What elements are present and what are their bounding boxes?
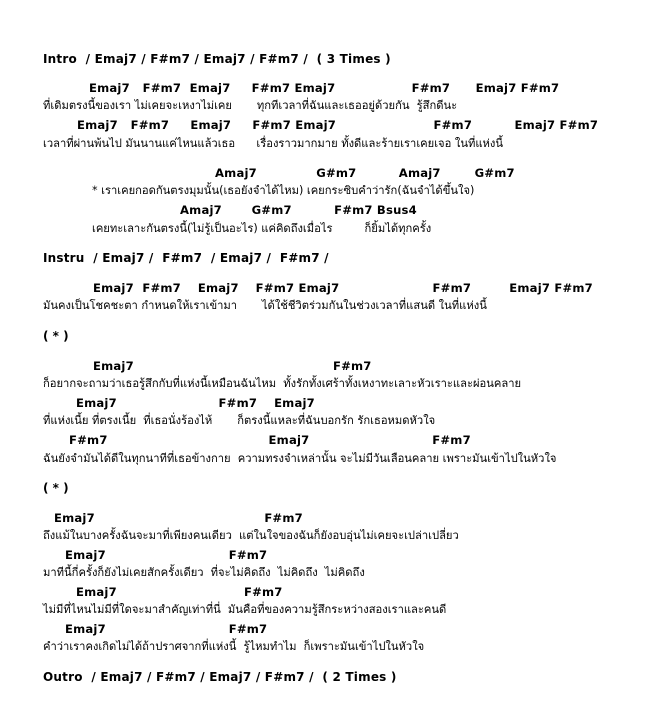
repeat-marker: ( * ) [43, 329, 69, 343]
lyric-line: เคยทะเลาะกันตรงนี้(ไม่รู้เป็นอะไร) แค่คิดถึงเมื่อไร ก็ยิ้มได้ทุกครั้ง [92, 222, 432, 235]
chord-line: Emaj7 F#m7 [93, 359, 372, 373]
chord-line: Emaj7 F#m7 Emaj7 F#m7 Emaj7 F#m7 Emaj7 F#m7 [77, 118, 599, 132]
chord-line: Emaj7 F#m7 Emaj7 F#m7 Emaj7 F#m7 Emaj7 F#m7 [93, 281, 593, 295]
chord-line: Amaj7 G#m7 F#m7 Bsus4 [180, 203, 417, 217]
lyric-line: ไม่มีที่ไหนไม่มีที่ใดจะมาสำคัญเท่าที่นี่ มันคือที่ของความรู้สึกระหว่างสองเราและคนดี [43, 603, 447, 616]
lyric-line: มาทีนี้กี่ครั้งก็ยังไม่เคยสักครั้งเดียว ที่จะไม่คิดถึง ไม่คิดถึง ไม่คิดถึง [43, 566, 365, 579]
lyric-line: ที่แห่งเนี้ย ที่ตรงเนี้ย ที่เธอนั่งร้องไห้ ก็ตรงนี้แหละที่ฉันบอกรัก รักเธอหมดหัวใจ [43, 414, 436, 427]
chord-line: Emaj7 F#m7 [54, 511, 303, 525]
chord-line: Emaj7 F#m7 Emaj7 [76, 396, 315, 410]
lyric-line: ที่เดิมตรงนี้ของเรา ไม่เคยจะเหงาไม่เคย ทุกทีเวลาที่ฉันและเธออยู่ด้วยกัน รู้สึกดีนะ [43, 99, 458, 112]
outro-line: Outro / Emaj7 / F#m7 / Emaj7 / F#m7 / ( 2 Times ) [43, 670, 397, 684]
lyric-line: ก็อยากจะถามว่าเธอรู้สึกกับที่แห่งนี้เหมือนฉันไหม ทั้งรักทั้งเศร้าทั้งเหงาทะเลาะหัวเราะและผ่อนคลาย [43, 377, 522, 390]
instru-line: Instru / Emaj7 / F#m7 / Emaj7 / F#m7 / [43, 251, 329, 265]
chord-line: F#m7 Emaj7 F#m7 [69, 433, 471, 447]
chord-line: Amaj7 G#m7 Amaj7 G#m7 [215, 166, 515, 180]
chord-line: Emaj7 F#m7 [76, 585, 283, 599]
lyric-line: ฉันยังจำมันได้ดีในทุกนาทีที่เธอข้างกาย ความทรงจำเหล่านั้น จะไม่มีวันเลือนคลาย เพราะมันเข้าไปในหัวใจ [43, 452, 557, 465]
chord-line: Emaj7 F#m7 Emaj7 F#m7 Emaj7 F#m7 Emaj7 F#m7 [89, 81, 560, 95]
chord-line: Emaj7 F#m7 [65, 548, 268, 562]
repeat-marker: ( * ) [43, 481, 69, 495]
lyric-line: คำว่าเราคงเกิดไม่ได้ถ้าปราศจากที่แห่งนี้ รู้ไหมทำไม ก็เพราะมันเข้าไปในหัวใจ [43, 640, 425, 653]
lyric-line: ถึงแม้ในบางครั้งฉันจะมาที่เพียงคนเดียว แต่ในใจของฉันก็ยังอบอุ่นไม่เคยจะเปล่าเปลี่ยว [43, 529, 459, 542]
lyric-line: มันคงเป็นโชคชะตา กำหนดให้เราเข้ามา ได้ใช้ชีวิตร่วมกันในช่วงเวลาที่แสนดี ในที่แห่งนี้ [43, 299, 487, 312]
lyric-line: เวลาที่ผ่านพ้นไป มันนานแค่ไหนแล้วเธอ เรื่องราวมากมาย ทั้งดีและร้ายเราเคยเจอ ในที่แห่งนี้ [43, 137, 504, 150]
lyric-line: * เราเคยกอดกันตรงมุมนั้น(เธอยังจำได้ไหม) เคยกระซิบคำว่ารัก(ฉันจำได้ขึ้นใจ) [92, 184, 475, 197]
chord-line: Emaj7 F#m7 [65, 622, 268, 636]
intro-line: Intro / Emaj7 / F#m7 / Emaj7 / F#m7 / ( 3 Times ) [43, 52, 391, 66]
